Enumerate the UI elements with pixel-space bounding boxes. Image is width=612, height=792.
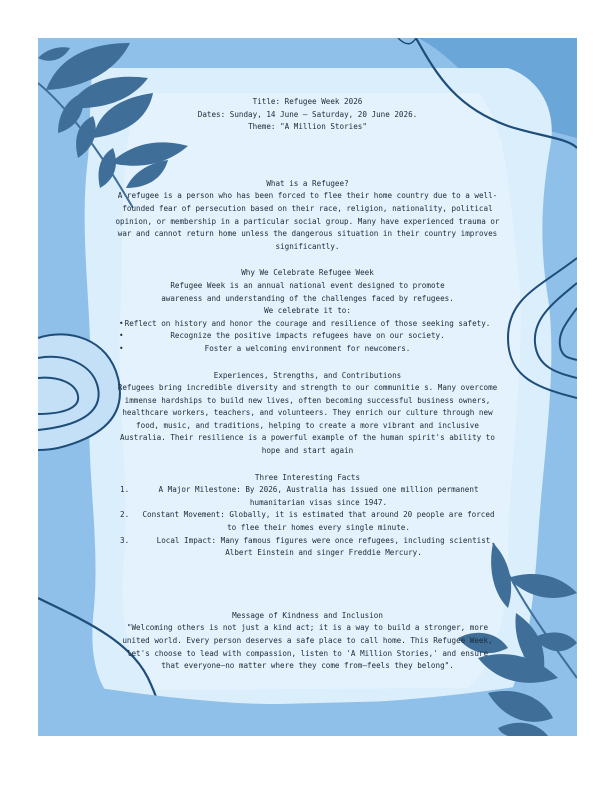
dates-line: Dates: Sunday, 14 June – Saturday, 20 June 2026.: [197, 109, 418, 119]
message-body: "Welcoming others is not just a kind act; it is a way to build a stronger, more united world. Every person deserves a safe place to call home. This Refugee Week, let's choose to lead with compassion, listen to 'A Million Stories,' and ensure that everyone—no matter where they come from—feels they belong".: [122, 623, 493, 671]
list-item: • Recognize the positive impacts refugees have on our society.: [38, 330, 577, 343]
bullet-icon: •: [119, 331, 124, 341]
document-content: [38, 96, 577, 673]
list-item: 2. Constant Movement: Globally, it is estimated that around 20 people are forced to flee their homes every single minute.: [120, 510, 495, 533]
list-number: 1.: [120, 485, 130, 495]
why-bullet-list: [38, 318, 577, 356]
bullet-icon: •: [119, 343, 124, 353]
header-block: [38, 96, 577, 134]
facts-heading: Three Interesting Facts: [254, 472, 361, 482]
facts-section: [38, 472, 577, 560]
what-is-body: A refugee is a person who has been forced to flee their home country due to a well-founded fear of persecution based on their race, religion, nationality, political opinion, or membership in a particular social group. Many have experienced trauma or war and cannot return home unless the dangerous situation in their country improves significantly.: [115, 191, 500, 251]
what-is-section: [38, 178, 577, 254]
why-intro: Refugee Week is an annual national event designed to promote awareness and understanding of the challenges faced by refugees. We celebrate it to:: [161, 280, 454, 316]
message-section: [38, 610, 577, 673]
list-item: 3. Local Impact: Many famous figures were once refugees, including scientist Albert Einstein and singer Freddie Mercury.: [120, 535, 491, 558]
list-item: • Foster a welcoming environment for newcomers.: [38, 343, 577, 356]
theme-line: Theme: "A Million Stories": [248, 122, 367, 132]
experiences-heading: Experiences, Strengths, and Contributions: [213, 370, 402, 380]
bullet-icon: •: [119, 318, 124, 328]
what-is-heading: What is a Refugee?: [266, 178, 349, 188]
experiences-section: [38, 370, 577, 458]
message-heading: Message of Kindness and Inclusion: [232, 610, 383, 620]
list-item: • Reflect on history and honor the courage and resilience of those seeking safety.: [38, 318, 577, 331]
list-number: 3.: [120, 535, 130, 545]
facts-list: [38, 484, 577, 560]
why-section: [38, 267, 577, 355]
list-number: 2.: [120, 510, 130, 520]
list-item: 1. A Major Milestone: By 2026, Australia has issued one million permanent humanitarian visas since 1947.: [120, 485, 479, 507]
experiences-body: Refugees bring incredible diversity and strength to our communitie s. Many overcome immense hardships to build new lives, often becoming successful business owners, healthcare workers, teachers, and volunteers. They enrich our culture through new food, music, and traditions, helping to create a more vibrant and inclusive Australia. Their resilience is a powerful example of the human spirit's ability to hope and start again: [117, 383, 498, 456]
title-line: Title: Refugee Week 2026: [252, 97, 363, 106]
why-heading: Why We Celebrate Refugee Week: [241, 268, 374, 278]
